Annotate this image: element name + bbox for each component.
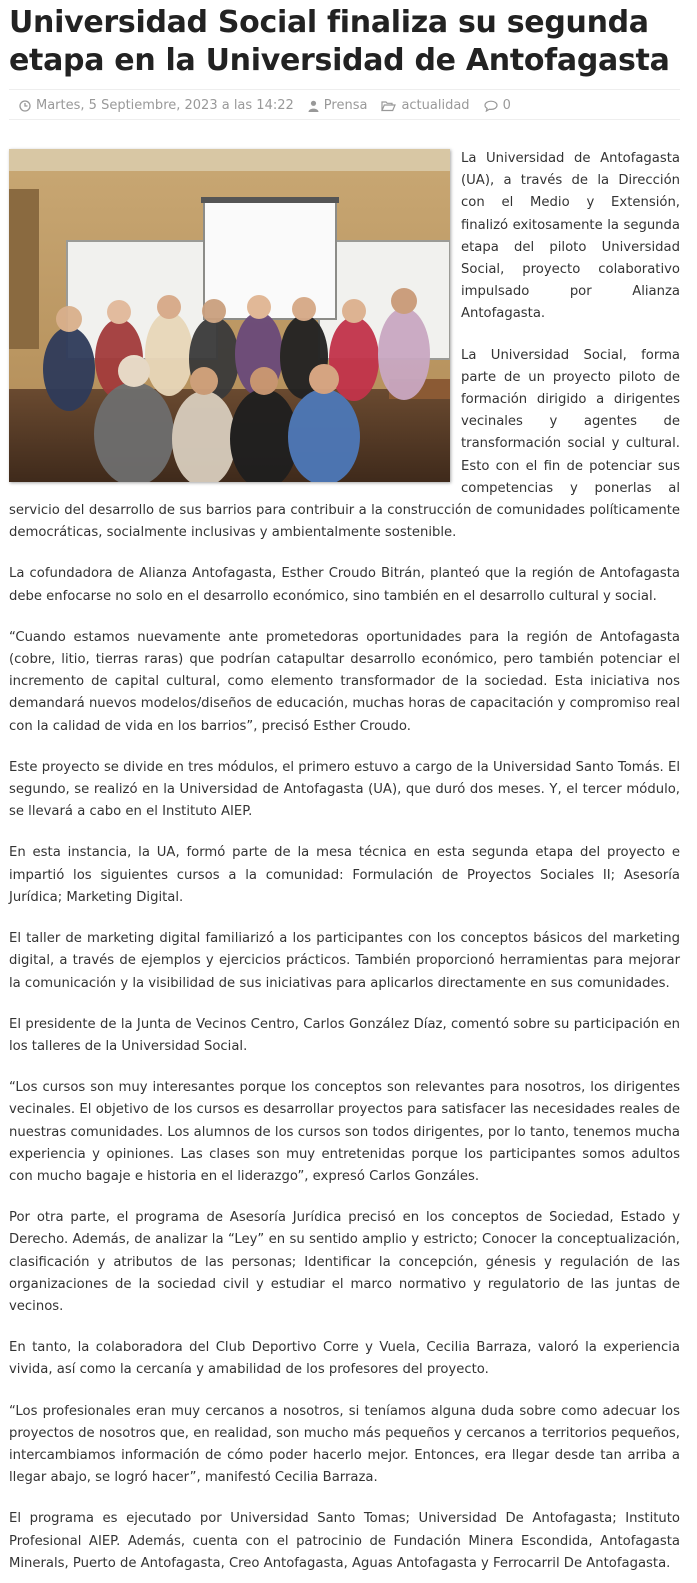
paragraph: “Los profesionales eran muy cercanos a nosotros, si teníamos alguna duda sobre como adecuar los proyectos de nosotros que, en realidad, son mucho más pequeños y cercanos a territorios pequeños, intercambiamos información de cómo poder hacerlo mejor. Entonces, era llegar desde tan arriba a llegar abajo, se logró hacer”, manifestó Cecilia Barraza. (9, 1403, 680, 1486)
group-photo-icon (9, 149, 450, 482)
meta-comments[interactable] (484, 98, 511, 113)
paragraph: Por otra parte, el programa de Asesoría Jurídica precisó en los conceptos de Sociedad, Estado y Derecho. Además, de analizar la “Ley” en su sentido amplio y estricto; Conocer la conceptualización, clasificación y atributos de las personas; Identificar la concepción, génesis y regulación de las organizaciones de la sociedad civil y estudiar el marco normativo y regulatorio de las juntas de vecinos. (9, 1210, 680, 1314)
meta-author-link[interactable]: Prensa (323, 98, 368, 113)
paragraph: El programa es ejecutado por Universidad Santo Tomas; Universidad De Antofagasta; Instituto Profesional AIEP. Además, cuenta con el patrocinio de Fundación Minera Escondida, Antofagasta Minerals, Puerto de Antofagasta, Creo Antofagasta, Aguas Antofagasta y Ferrocarril De Antofagasta. (9, 1511, 680, 1571)
meta-comments-count[interactable]: 0 (502, 98, 511, 113)
paragraph: La Universidad de Antofagasta (UA), a través de la Dirección con el Medio y Extensión, finalizó exitosamente la segunda etapa del piloto Universidad Social, proyecto colaborativo impulsado por Alianza Antofagasta. (461, 151, 680, 322)
meta-category-link[interactable]: actualidad (401, 98, 470, 113)
paragraph: En tanto, la colaboradora del Club Deportivo Corre y Vuela, Cecilia Barraza, valoró la experiencia vivida, así como la cercanía y amabilidad de los profesores del proyecto. (9, 1340, 680, 1378)
meta-date-text: Martes, 5 Septiembre, 2023 a las 14:22 (36, 98, 294, 113)
paragraph: “Los cursos son muy interesantes porque los conceptos son relevantes para nosotros, los dirigentes vecinales. El objetivo de los cursos es desarrollar proyectos para satisfacer las necesidades reales de nuestras comunidades. Los alumnos de los cursos son todos dirigentes, por lo tanto, tenemos mucha experiencia y opiniones. Las clases son muy entretenidas porque los participantes somos adultos con mucho bagaje e historia en el liderazgo”, expresó Carlos Gonzáles. (9, 1080, 680, 1184)
article-meta (9, 89, 680, 120)
meta-date (19, 98, 294, 113)
article-title: Universidad Social finaliza su segunda etapa en la Universidad de Antofagasta (9, 5, 670, 78)
comment-icon (484, 100, 498, 112)
article-body (9, 148, 680, 1575)
clock-icon (19, 100, 31, 112)
meta-author[interactable] (308, 98, 368, 113)
meta-category[interactable] (381, 98, 469, 113)
folder-open-icon (381, 100, 396, 112)
user-icon (308, 100, 319, 112)
paragraph: Este proyecto se divide en tres módulos, el primero estuvo a cargo de la Universidad Santo Tomás. El segundo, se realizó en la Universidad de Antofagasta (UA), que duró dos meses. Y, el tercer módulo, se llevará a cabo en el Instituto AIEP. (9, 759, 680, 820)
paragraph: La Universidad Social, forma parte de un proyecto piloto de formación dirigido a dirigentes vecinales y agentes de transformación social y cultural. Esto con el fin de potenciar sus competencias y ponerlas al servicio del desarrollo de sus barrios para contribuir a la construcción de comunidades políticamente democráticas, socialmente inclusivas y ambientalmente sostenible. (9, 347, 680, 541)
paragraph: El taller de marketing digital familiarizó a los participantes con los conceptos básicos del marketing digital, a través de ejemplos y ejercicios prácticos. También proporcionó herramientas para mejorar la comunicación y la visibilidad de sus iniciativas para aplicarlos directamente en sus comunidades. (9, 931, 680, 991)
paragraph: La cofundadora de Alianza Antofagasta, Esther Croudo Bitrán, planteó que la región de Antofagasta debe enfocarse no solo en el desarrollo económico, sino también en el desarrollo cultural y social. (9, 566, 680, 604)
paragraph: En esta instancia, la UA, formó parte de la mesa técnica en esta segunda etapa del proyecto e impartió los siguientes cursos a la comunidad: Formulación de Proyectos Sociales II; Asesoría Jurídica; Marketing Digital. (9, 845, 680, 905)
paragraph: El presidente de la Junta de Vecinos Centro, Carlos González Díaz, comentó sobre su participación en los talleres de la Universidad Social. (9, 1016, 680, 1054)
paragraph: “Cuando estamos nuevamente ante prometedoras oportunidades para la región de Antofagasta (cobre, litio, tierras raras) que podrían catapultar desarrollo económico, pero también potenciar el incremento de capital cultural, como elemento transformador de la sociedad. Esta iniciativa nos demandará nuevos modelos/diseños de educación, muchas horas de capacitación y compromiso real con la calidad de vida en los barrios”, precisó Esther Croudo. (9, 629, 680, 734)
